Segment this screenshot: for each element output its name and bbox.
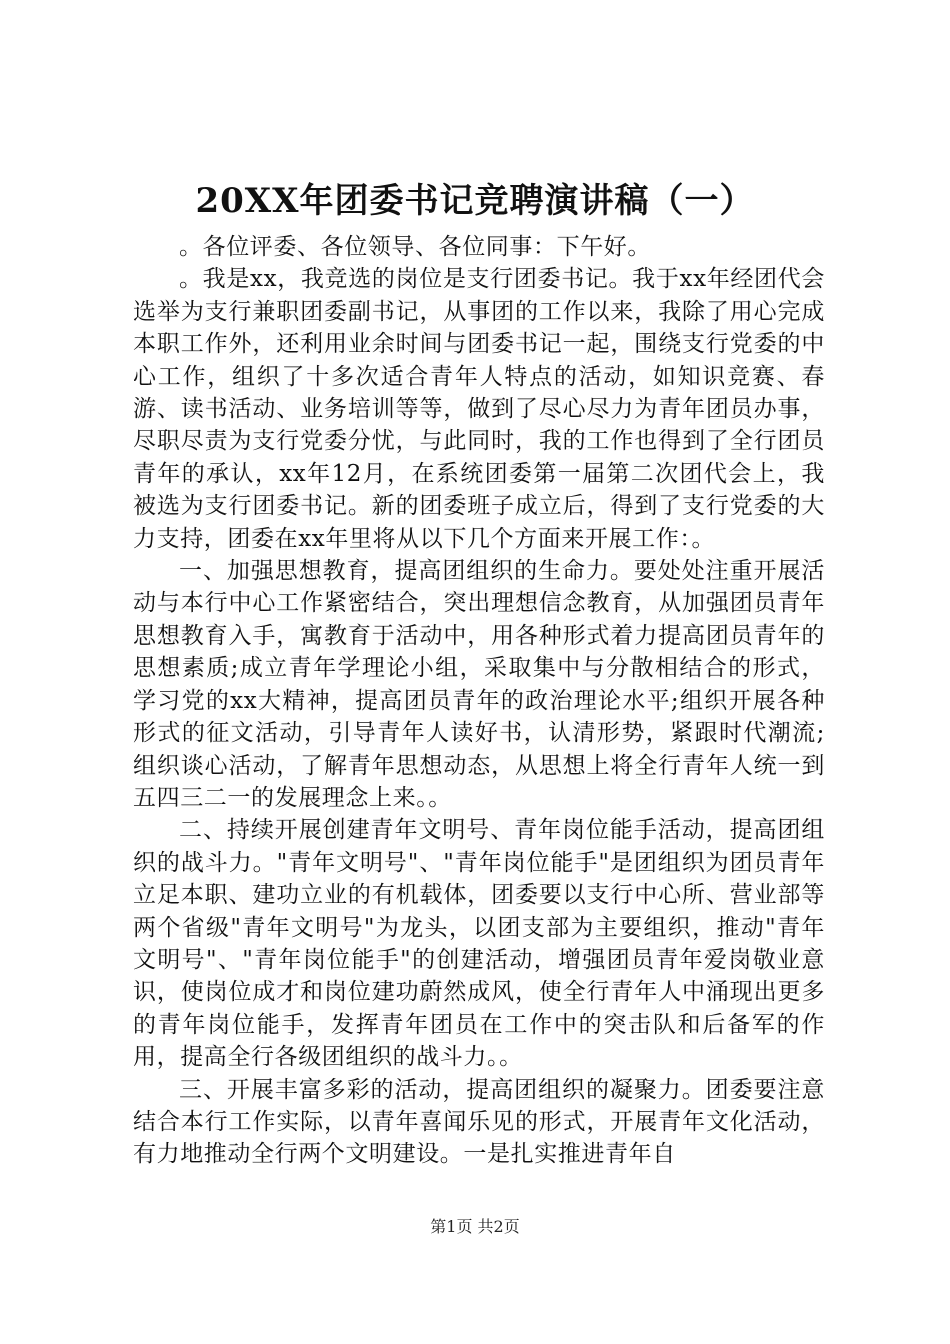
paragraph-point-two: 二、持续开展创建青年文明号、青年岗位能手活动，提高团组织的战斗力。"青年文明号"、"青年岗位能手"是团组织为团员青年立足本职、建功立业的有机载体，团委要以支行中心所、营业部等两个省级"青年文明号"为龙头，以团支部为主要组织，推动"青年文明号"、"青年岗位能手"的创建活动，增强团员青年爱岗敬业意识，使岗位成才和岗位建功蔚然成风，使全行青年人中涌现出更多的青年岗位能手，发挥青年团员在工作中的突击队和后备军的作用，提高全行各级团组织的战斗力。。 <box>133 817 825 1071</box>
paragraph-point-one: 一、加强思想教育，提高团组织的生命力。要处处注重开展活动与本行中心工作紧密结合，突出理想信念教育，从加强团员青年思想教育入手，寓教育于活动中，用各种形式着力提高团员青年的思想素质;成立青年学理论小组，采取集中与分散相结合的形式，学习党的xx大精神，提高团员青年的政治理论水平;组织开展各种形式的征文活动，引导青年人读好书，认清形势，紧跟时代潮流;组织谈心活动，了解青年思想动态，从思想上将全行青年人统一到五四三二一的发展理念上来。。 <box>133 558 825 811</box>
document-title: 20XX年团委书记竞聘演讲稿（一） <box>195 181 755 221</box>
paragraph-introduction: 。我是xx，我竞选的岗位是支行团委书记。我于xx年经团代会选举为支行兼职团委副书记，从事团的工作以来，我除了用心完成本职工作外，还利用业余时间与团委书记一起，围绕支行党委的中心工作，组织了十多次适合青年人特点的活动，如知识竞赛、春游、读书活动、业务培训等等，做到了尽心尽力为青年团员办事，尽职尽责为支行党委分忧，与此同时，我的工作也得到了全行团员青年的承认，xx年12月，在系统团委第一届第二次团代会上，我被选为支行团委书记。新的团委班子成立后，得到了支行党委的大力支持，团委在xx年里将从以下几个方面来开展工作：。 <box>133 266 825 552</box>
paragraph-point-three: 三、开展丰富多彩的活动，提高团组织的凝聚力。团委要注意结合本行工作实际，以青年喜闻乐见的形式，开展青年文化活动，有力地推动全行两个文明建设。一是扎实推进青年自 <box>133 1076 825 1168</box>
page-footer: 第1页 共2页 <box>430 1217 520 1236</box>
paragraph-greeting: 。各位评委、各位领导、各位同事：下午好。 <box>179 234 651 260</box>
document-body <box>133 231 825 1171</box>
